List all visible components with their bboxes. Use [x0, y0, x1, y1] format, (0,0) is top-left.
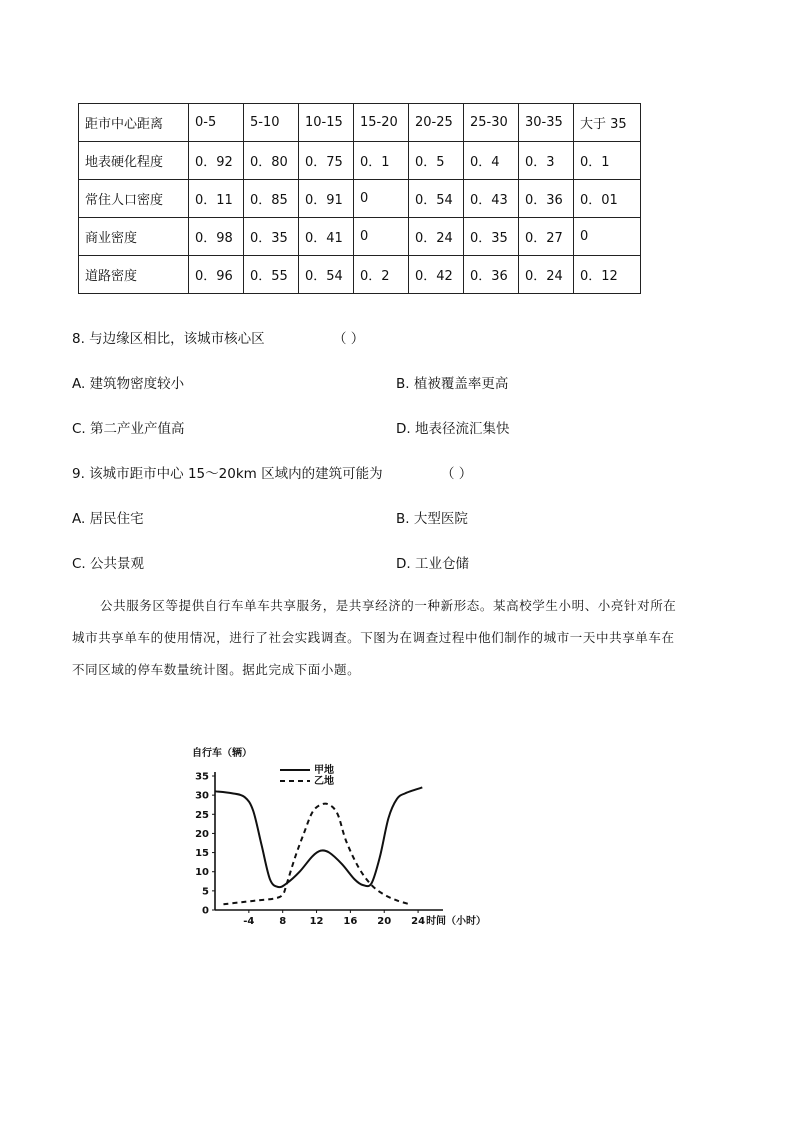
table-cell: 0．4 — [464, 142, 519, 180]
table-cell: 0．3 — [519, 142, 574, 180]
table-row-label: 常住人口密度 — [79, 180, 189, 218]
bike-parking-chart — [188, 738, 518, 938]
y-tick-label: 10 — [195, 867, 209, 879]
table-cell: 0 — [574, 218, 641, 256]
table-cell: 0．80 — [244, 142, 299, 180]
legend-label-jia: 甲地 — [314, 765, 334, 776]
table-cell: 25-30 — [464, 104, 519, 142]
y-tick-label: 15 — [195, 848, 209, 860]
table-cell: 0．41 — [299, 218, 354, 256]
table-row — [79, 256, 641, 294]
table-cell: 5-10 — [244, 104, 299, 142]
x-tick-label: 8 — [279, 916, 287, 927]
question-8-option-c[interactable]: C. 第二产业产值高 — [72, 421, 185, 437]
table-cell: 30-35 — [519, 104, 574, 142]
y-tick-label: 0 — [202, 905, 209, 917]
table-cell: 0．96 — [189, 256, 244, 294]
table-cell: 0．11 — [189, 180, 244, 218]
table-cell: 0．24 — [409, 218, 464, 256]
table-cell: 0．35 — [244, 218, 299, 256]
table-cell: 0．5 — [409, 142, 464, 180]
question-9-option-a[interactable]: A. 居民住宅 — [72, 511, 144, 527]
question-8-stem — [72, 327, 265, 347]
table-cell: 0．1 — [574, 142, 641, 180]
question-9-stem: 9. 该城市距市中心 15～20km 区域内的建筑可能为 — [72, 466, 383, 482]
table-cell: 大于 35 — [574, 104, 641, 142]
table-row — [79, 218, 641, 256]
table-cell: 0．85 — [244, 180, 299, 218]
table-cell: 0．36 — [519, 180, 574, 218]
table-cell: 0．36 — [464, 256, 519, 294]
y-tick-label: 30 — [195, 790, 209, 802]
x-tick-label: 24 — [411, 916, 426, 927]
y-tick-label: 25 — [195, 809, 209, 821]
table-cell: 0．12 — [574, 256, 641, 294]
table-row — [79, 180, 641, 218]
passage-line-3: 不同区域的停车数量统计图。据此完成下面小题。 — [72, 662, 361, 677]
table-cell: 0．42 — [409, 256, 464, 294]
table-cell: 0．75 — [299, 142, 354, 180]
table-cell: 0．55 — [244, 256, 299, 294]
table-cell: 0．27 — [519, 218, 574, 256]
question-8-option-a[interactable]: A. 建筑物密度较小 — [72, 376, 185, 392]
table-cell: 0．98 — [189, 218, 244, 256]
table-cell: 0．91 — [299, 180, 354, 218]
question-8-option-d[interactable]: D. 地表径流汇集快 — [396, 421, 510, 437]
table-cell: 0 — [354, 180, 409, 218]
table-row-label: 道路密度 — [79, 256, 189, 294]
question-9-option-b[interactable]: B. 大型医院 — [396, 511, 468, 527]
table-row-label: 地表硬化程度 — [79, 142, 189, 180]
x-tick-label: 20 — [377, 916, 392, 927]
table-cell: 0．24 — [519, 256, 574, 294]
table-cell: 0．43 — [464, 180, 519, 218]
x-tick-label: 16 — [343, 916, 358, 927]
table-row — [79, 142, 641, 180]
x-tick-label: -4 — [243, 916, 255, 927]
table-row-label: 商业密度 — [79, 218, 189, 256]
passage-line-2: 城市共享单车的使用情况，进行了社会实践调查。下图为在调查过程中他们制作的城市一天中共享单车在 — [72, 630, 675, 645]
y-axis-label: 自行车（辆） — [192, 748, 252, 759]
table-cell: 0．2 — [354, 256, 409, 294]
table-cell: 10-15 — [299, 104, 354, 142]
table-cell: 20-25 — [409, 104, 464, 142]
question-9-bracket: （ ） — [441, 466, 473, 482]
table-cell: 0．35 — [464, 218, 519, 256]
y-tick-label: 20 — [195, 828, 209, 840]
x-tick-label: 12 — [309, 916, 324, 927]
table-cell: 0．92 — [189, 142, 244, 180]
table-cell: 15-20 — [354, 104, 409, 142]
question-9-option-d[interactable]: D. 工业仓储 — [396, 556, 469, 572]
table-cell: 0 — [354, 218, 409, 256]
question-9-option-c[interactable]: C. 公共景观 — [72, 556, 145, 572]
table-header-row — [79, 104, 641, 142]
question-8-bracket: （ ） — [333, 331, 365, 347]
passage-line-1: 公共服务区等提供自行车单车共享服务，是共享经济的一种新形态。某高校学生小明、小亮针对所在 — [100, 598, 677, 613]
y-tick-label: 5 — [202, 886, 209, 898]
legend-label-yi: 乙地 — [314, 776, 334, 787]
table-cell: 0-5 — [189, 104, 244, 142]
table-cell: 0．1 — [354, 142, 409, 180]
data-table — [78, 103, 641, 294]
table-row-label: 距市中心距离 — [79, 104, 189, 142]
series-line-jia — [215, 787, 422, 887]
y-tick-label: 35 — [195, 771, 209, 783]
passage — [72, 590, 722, 686]
question-8-option-b[interactable]: B. 植被覆盖率更高 — [396, 376, 509, 392]
table-cell: 0．54 — [299, 256, 354, 294]
table-cell: 0．01 — [574, 180, 641, 218]
question-8-text: 8. 与边缘区相比，该城市核心区 — [72, 331, 265, 347]
table-cell: 0．54 — [409, 180, 464, 218]
x-axis-label: 时间（小时） — [426, 916, 487, 927]
